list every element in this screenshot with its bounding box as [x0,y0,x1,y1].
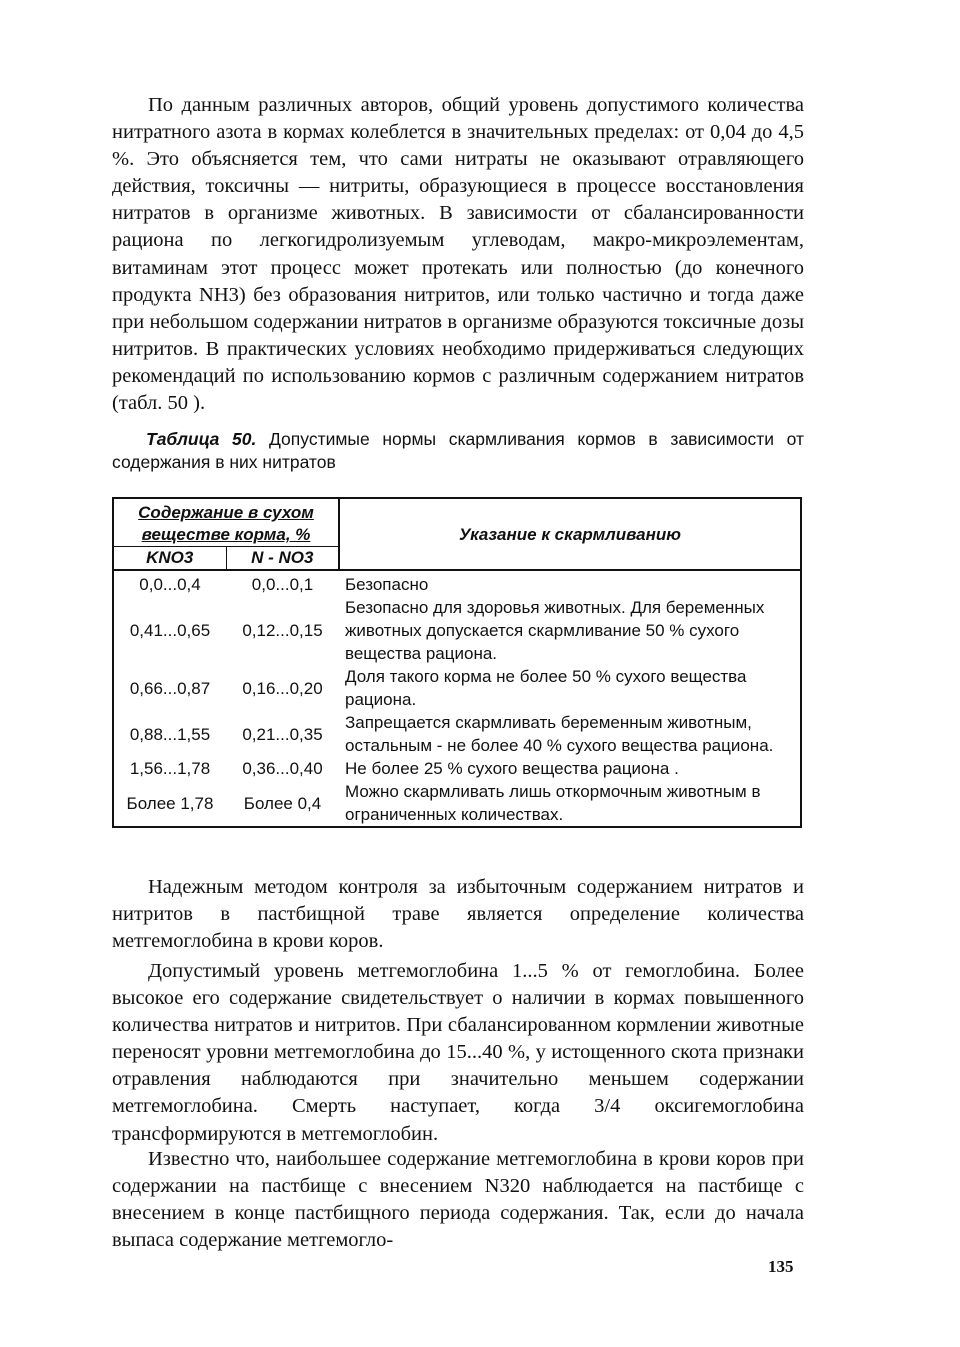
table-row [113,757,801,780]
cell-instruction: Безопасно [345,575,429,594]
cell-kno3: 0,41...0,65 [129,621,211,640]
page-number: 135 [768,1257,794,1276]
cell-n-no3: 0,0...0,1 [251,575,314,594]
cell-kno3: 0,66...0,87 [129,678,211,698]
header-feeding-instruction: Указание к скармливанию [339,498,801,570]
cell-kno3: Более 1,78 [126,793,214,813]
cell-instruction: Безопасно для здоровья животных. Для беременных животных допускается скармливание 50 % сухого вещества рациона. [345,598,765,663]
nitrate-feeding-table [112,497,802,828]
table-caption [112,428,804,474]
paragraph-methemoglobin-level: Допустимый уровень метгемоглобина 1...5 % от гемоглобина. Более высокое его содержание свидетельствует о наличии в кормах повышенного количества нитратов и нитритов. При сбалансированном кормлении животные переносят уровни метгемоглобина до 15...40 %, у истощенного скота признаки отравления наблюдаются при значительно меньшем содержании метгемоглобина. Смерть наступает, когда 3/4 оксигемоглобина трансформируются в метгемоглобин. [112,960,804,1145]
cell-kno3: 0,88...1,55 [129,724,211,744]
paragraph-pasture-observation: Известно что, наибольшее содержание метгемоглобина в крови коров при содержании на пастбище с внесением N320 наблюдается на пастбище с внесением в конце пастбищного периода содержания. Так, если до начала выпаса содержание метгемогло- [112,1148,804,1252]
table-row [113,570,801,596]
cell-n-no3: 0,21...0,35 [242,724,323,744]
cell-instruction: Можно скармливать лишь откормочным животным в ограниченных количествах. [345,782,761,824]
cell-n-no3: 0,16...0,20 [242,678,323,698]
table-row [113,711,801,757]
header-kno3: KNO3 [113,547,226,571]
cell-instruction: Не более 25 % сухого вещества рациона . [345,759,679,778]
table-row [113,596,801,665]
cell-n-no3: 0,12...0,15 [242,621,323,640]
table-row [113,780,801,827]
paragraph-nitrate-levels: По данным различных авторов, общий уровень допустимого количества нитратного азота в кормах колеблется в значительных пределах: от 0,04 до 4,5 %. Это объясняется тем, что сами нитраты не оказывают отравляющего действия, токсичны — нитриты, образующиеся в процессе восстановления нитратов в организме животных. В зависимости от сбалансированности рациона по легкогидролизуемым углеводам, макро-микроэлементам, витаминам этот процесс может протекать или полностью (до конечного продукта NН3) без образования нитритов, или только частично и тогда даже при небольшом содержании нитратов в организме образуются токсичные дозы нитритов. В практических условиях необходимо придерживаться следующих рекомендаций по использованию кормов с различным содержанием нитратов (табл. 50 ). [112,94,804,415]
cell-kno3: 0,0...0,4 [139,575,201,594]
cell-instruction: Доля такого корма не более 50 % сухого вещества рациона. [345,667,747,709]
table-caption-text: Допустимые нормы скармливания кормов в зависимости от содержания в них нитратов [112,429,804,472]
table-row [113,665,801,711]
header-n-no3: N - NO3 [226,547,339,571]
cell-kno3: 1,56...1,78 [129,759,211,778]
cell-instruction: Запрещается скармливать беременным животным, остальным - не более 40 % сухого вещества рациона. [345,713,774,755]
cell-n-no3: Более 0,4 [243,793,322,813]
paragraph-control-method: Надежным методом контроля за избыточным содержанием нитратов и нитритов в пастбищной траве является определение количества метгемоглобина в крови коров. [112,876,804,953]
header-dry-matter-content: Содержание в сухом веществе корма, % [113,498,339,547]
cell-n-no3: 0,36...0,40 [242,759,323,778]
table-caption-label: Таблица 50. [146,429,257,449]
